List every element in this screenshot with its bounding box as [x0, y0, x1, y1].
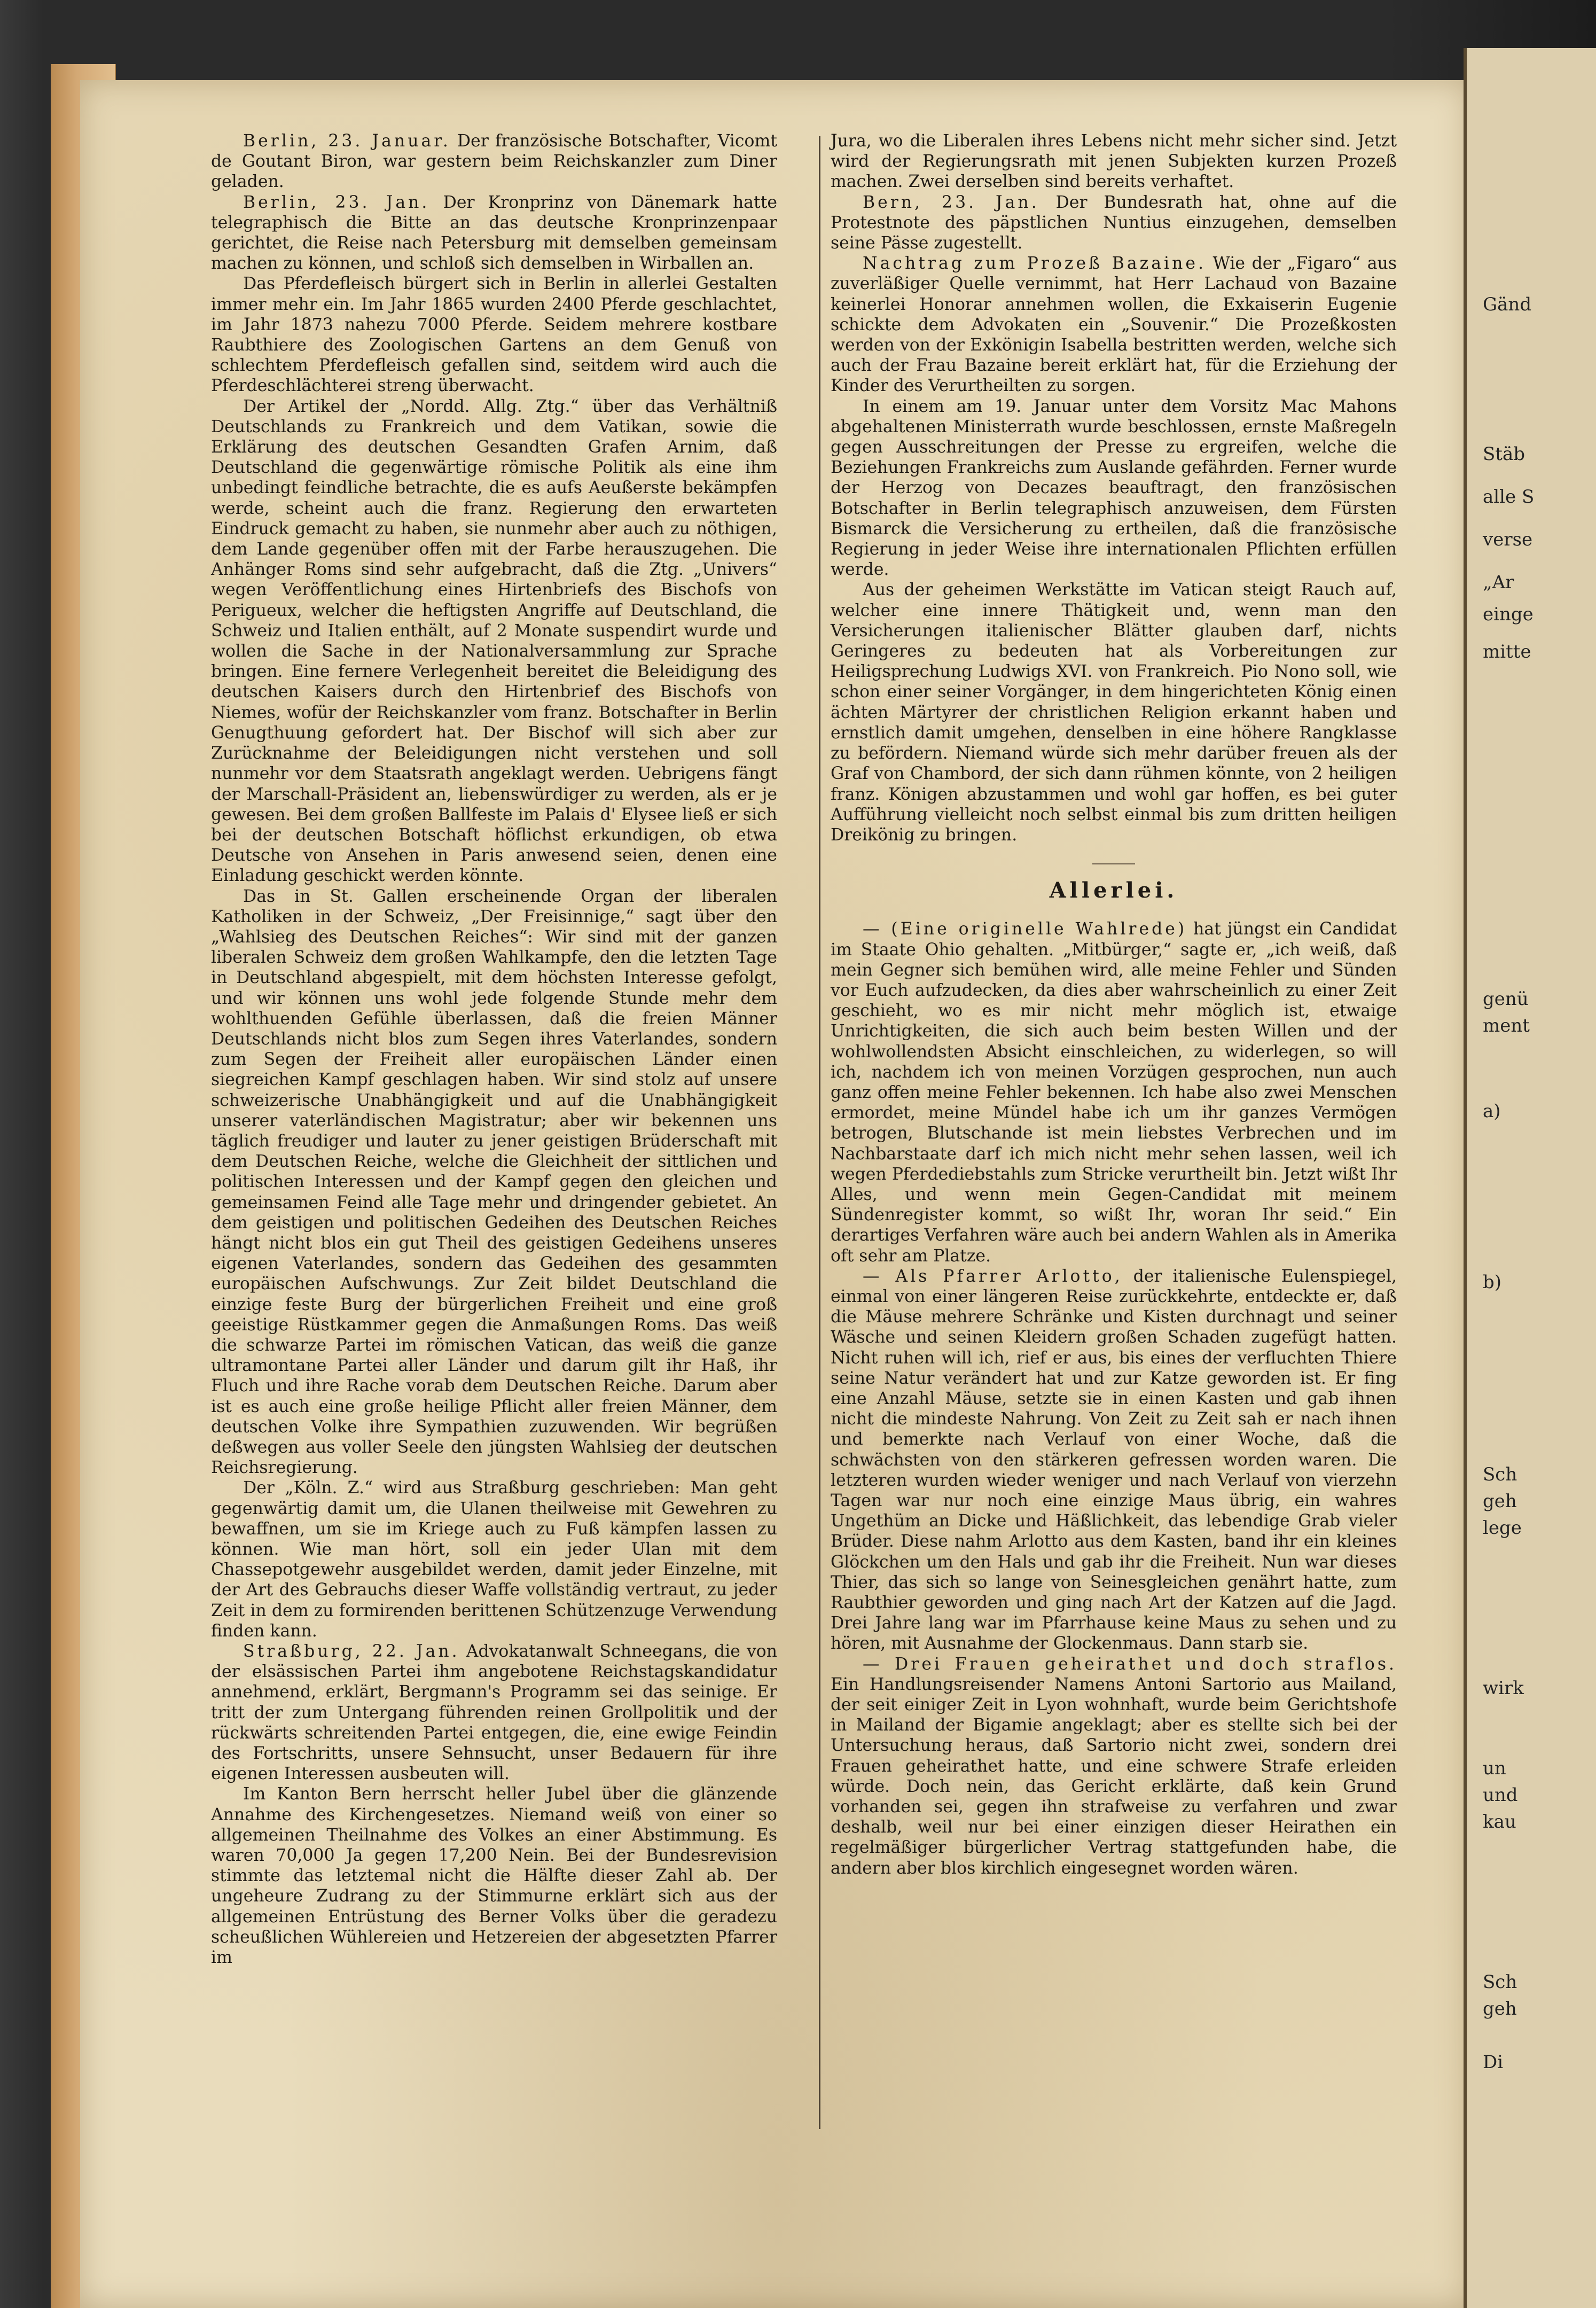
next-page-text-fragment: genü: [1483, 988, 1529, 1010]
article-text: Wie der „Figaro“ aus zuverläßiger Quelle vernimmt, hat Herr Lachaud von Bazaine keinerlei Honorar annehmen wollen, die Exkaiserin Eugenie schickte dem Advokaten ein „Souvenir.“ Die Prozeßkosten werden von der Exkönigin Isabella bestritten werden, welche sich auch der Frau Bazaine bereit erklärt hat, für die Erziehung der Kinder des Verurtheilten zu sorgen.: [831, 254, 1397, 396]
article-dateline: Berlin, 23. Januar.: [243, 131, 451, 151]
next-page-text-fragment: und: [1483, 1784, 1518, 1806]
article-paragraph: [211, 886, 777, 1478]
next-page-text-fragment: alle S: [1483, 486, 1535, 508]
article-text: Jura, wo die Liberalen ihres Lebens nicht mehr sicher sind. Jetzt wird der Regierungsrath mit jenen Subjekten kurzen Prozeß machen. Zwei derselben sind bereits verhaftet.: [831, 131, 1397, 192]
next-page-text-fragment: geh: [1483, 1998, 1517, 2019]
next-page-text-fragment: Di: [1483, 2052, 1504, 2073]
next-page-text-fragment: geh: [1483, 1491, 1517, 1512]
article-dateline: Straßburg, 22. Jan.: [243, 1642, 460, 1662]
article-text: Der französische Botschafter, Vicomt de Goutant Biron, war gestern beim Reichskanzler zum Diner geladen.: [211, 131, 777, 192]
article-text: Der „Köln. Z.“ wird aus Straßburg geschrieben: Man geht gegenwärtig damit um, die Ulanen theilweise mit Gewehren zu bewaffnen, um sie im Kriege auch zu Fuß kämpfen lassen zu können. Wie man hört, soll ein jeder Ulan mit dem Chassepotgewehr ausgebildet werden, damit jeder Einzelne, mit der Art des Gebrauchs dieser Waffe vollständig vertraut, zu jeder Zeit in dem zu formirenden berittenen Schützenzuge Verwendung finden kann.: [211, 1478, 777, 1641]
article-paragraph: [831, 396, 1397, 580]
article-paragraph: [831, 253, 1397, 396]
article-paragraph: [211, 396, 777, 886]
article-text: Der Artikel der „Nordd. Allg. Ztg.“ über das Verhältniß Deutschlands zu Frankreich und dem Vatikan, sowie die Erklärung des deutschen Gesandten Grafen Arnim, daß Deutschland die gegenwärtige römische Politik als eine ihm unbedingt feindliche betrachte, die es aufs Aeußerste bekämpfen werde, scheint auch die franz. Regierung den erwarteten Eindruck gemacht zu haben, sie nunmehr aber auch zu nöthigen, dem Lande gegenüber offen mit der Farbe herauszugehen. Die Anhänger Roms sind sehr aufgebracht, daß die Ztg. „Univers“ wegen Veröffentlichung eines Hirtenbriefs des Bischofs von Perigueux, welcher die heftigsten Angriffe auf Deutschland, die Schweiz und Italien enthält, auf 2 Monate suspendirt wurde und wollen die Sache in der Nationalversammlung zur Sprache bringen. Eine fernere Verlegenheit bereitet die Beleidigung des deutschen Kaisers durch den Hirtenbrief des Bischofs von Niemes, wofür der Reichskanzler vom franz. Botschafter in Berlin Genugthuung gefordert hat. Der Bischof will sich aber zur Zurücknahme der Beleidigungen nicht verstehen und soll nunmehr vor dem Staatsrath angeklagt werden. Uebrigens fängt der Marschall-Präsident an, liebenswürdiger zu werden, als er je gewesen. Bei dem großen Ballfeste im Palais d' Elysee ließ er sich bei der deutschen Botschaft höflichst erkundigen, ob etwa Deutsche von Ansehen in Paris anwesend seien, denen eine Einladung geschickt werden könnte.: [211, 396, 777, 886]
next-page-text-fragment: kau: [1483, 1811, 1516, 1833]
article-dateline: Berlin, 23. Jan.: [243, 192, 430, 212]
article-dateline: — (Eine originelle Wahlrede): [863, 919, 1187, 939]
article-paragraph: [211, 192, 777, 274]
column-divider: [819, 136, 820, 2129]
article-text: In einem am 19. Januar unter dem Vorsitz Mac Mahons abgehaltenen Ministerrath wurde beschlossen, ernste Maßregeln gegen Ausschreitungen der Presse zu ergreifen, welche die Beziehungen Frankreichs zum Auslande gefährden. Ferner wurde der Herzog von Decazes beauftragt, den französischen Botschafter in Berlin telegraphisch anzuweisen, dem Fürsten Bismarck die Versicherung zu ertheilen, daß die französische Regierung in jeder Weise ihre internationalen Pflichten erfüllen werde.: [831, 396, 1397, 580]
article-paragraph: [211, 274, 777, 396]
article-paragraph: [831, 192, 1397, 254]
article-text: Advokatanwalt Schneegans, die von der elsässischen Partei ihm angebotene Reichstagskandidatur annehmend, erklärt, Bergmann's Programm sei das seinige. Er tritt der zum Untergang führenden reinen Grollpolitik und der rückwärts schreitenden Partei entgegen, die, eine ewige Feindin des Fortschritts, unsere Sehnsucht, unser Bedauern für ihre eigenen Interessen ausbeuten will.: [211, 1642, 777, 1784]
article-text: Aus der geheimen Werkstätte im Vatican steigt Rauch auf, welcher eine innere Thätigkeit und, wenn man den Versicherungen italienischer Blätter glauben darf, nichts Geringeres zu bedeuten hat als Vorbereitungen zur Heiligsprechung Ludwigs XVI. von Frankreich. Pio Nono soll, wie schon einer seiner Vorgänger, in dem hingerichteten König einen ächten Märtyrer der christlichen Religion erkannt haben und ernstlich damit umgehen, denselben in eine höhere Rangklasse zu befördern. Niemand würde sich mehr darüber freuen als der Graf von Chambord, der sich dann rühmen könnte, von 2 heiligen franz. Königen abzustammen und wohl gar hoffen, es bei guter Aufführung vielleicht noch selbst einmal bis zum dritten heiligen Dreikönig zu bringen.: [831, 580, 1397, 845]
article-text: hat jüngst ein Candidat im Staate Ohio gehalten. „Mitbürger,“ sagte er, „ich weiß, daß mein Gegner sich bemühen wird, alle meine Fehler und Sünden vor Euch aufzudecken, da dies aber wahrscheinlich zu einer Zeit geschieht, wo es mir nicht mehr möglich ist, etwaige Unrichtigkeiten, die sich auch beim besten Willen und der wohlwollendsten Absicht einschleichen, zu widerlegen, so will ich, nachdem ich von meinen Vorzügen gesprochen, nun auch ganz offen meine Fehler bekennen. Ich habe also zwei Menschen ermordet, meine Mündel habe ich um ihr ganzes Vermögen betrogen, Blutschande ist mein liebstes Verbrechen und im Nachbarstaate darf ich mich nicht mehr sehen lassen, weil ich wegen Pferdediebstahls zum Stricke verurtheilt bin. Jetzt wißt Ihr Alles, und wenn mein Gegen-Candidat mit meinem Sündenregister kommt, so wißt Ihr, woran Ihr seid.“ Ein derartiges Verfahren wäre auch bei andern Wahlen als in Amerika oft sehr am Platze.: [831, 919, 1397, 1266]
article-paragraph: [831, 919, 1397, 1266]
next-page-text-fragment: Sch: [1483, 1971, 1517, 1993]
next-page-text-fragment: mitte: [1483, 641, 1531, 662]
article-paragraph: [831, 580, 1397, 845]
article-paragraph: [211, 131, 777, 192]
article-text: Das Pferdefleisch bürgert sich in Berlin in allerlei Gestalten immer mehr ein. Im Jahr 1865 wurden 2400 Pferde geschlachtet, im Jahr 1873 nahezu 7000 Pferde. Seidem mehrere kostbare Raubthiere des Zoologischen Gartens an dem Genuß von schlechtem Pferdefleisch gefallen sind, seitdem wird auch die Pferdeschlächterei streng überwacht.: [211, 274, 777, 396]
article-paragraph: [211, 1478, 777, 1641]
next-page-text-fragment: Gänd: [1483, 294, 1532, 315]
article-text: Der Bundesrath hat, ohne auf die Protestnote des päpstlichen Nuntius einzugehen, demselben seine Pässe zugestellt.: [831, 192, 1397, 253]
next-page-text-fragment: a): [1483, 1101, 1501, 1122]
article-text: Der Kronprinz von Dänemark hatte telegraphisch die Bitte an das deutsche Kronprinzenpaar gerichtet, die Reise nach Petersburg mit demselben gemeinsam machen zu können, und schloß sich demselben in Wirballen an.: [211, 192, 777, 274]
article-dateline: — Als Pfarrer Arlotto,: [863, 1266, 1123, 1286]
article-text: Im Kanton Bern herrscht heller Jubel über die glänzende Annahme des Kirchengesetzes. Niemand weiß von einer so allgemeinen Theilnahme des Volkes an einer Abstimmung. Es waren 70,000 Ja gegen 17,200 Nein. Bei der Bundesrevision stimmte das letztemal nicht die Hälfte dieser Zahl ab. Der ungeheure Zudrang zu der Stimmurne erklärt sich aus der allgemeinen Entrüstung des Berner Volks über die geradezu scheußlichen Wühlereien und Hetzereien der abgesetzten Pfarrer im: [211, 1784, 777, 1968]
adjacent-page-edge: [1464, 48, 1596, 2308]
article-paragraph: [211, 1784, 777, 1968]
article-text: Ein Handlungsreisender Namens Antoni Sartorio aus Mailand, der seit einiger Zeit in Lyon wohnhaft, wurde beim Gerichtshofe in Mailand der Bigamie angeklagt; aber es stellte sich bei der Untersuchung heraus, daß Sartorio nicht zwei, sondern drei Frauen geheirathet hatte, und eine schwere Strafe erleiden würde. Doch nein, das Gericht erklärte, daß kein Grund vorhanden sei, gegen ihn strafweise zu verfahren und zwar deshalb, weil nur bei einer einzigen dieser Heirathen ein regelmäßiger bürgerlicher Vertrag stattgefunden habe, die andern aber blos kirchlich eingesegnet worden wären.: [831, 1674, 1397, 1878]
next-page-text-fragment: lege: [1483, 1517, 1522, 1539]
article-dateline: — Drei Frauen geheirathet und doch straflos.: [863, 1654, 1397, 1674]
next-page-text-fragment: einge: [1483, 604, 1534, 625]
article-dateline: Nachtrag zum Prozeß Bazaine.: [863, 254, 1207, 274]
next-page-text-fragment: wirk: [1483, 1678, 1524, 1699]
article-paragraph: [831, 131, 1397, 192]
next-page-text-fragment: un: [1483, 1758, 1506, 1779]
article-paragraph: [831, 1266, 1397, 1654]
next-page-text-fragment: „Ar: [1483, 572, 1514, 593]
article-text: der italienische Eulenspiegel, einmal von einer längeren Reise zurückkehrte, entdeckte er, daß die Mäuse mehrere Schränke und Kisten durchnagt und seiner Wäsche und seinen Kleidern großen Schaden zugefügt hatten. Nicht ruhen will ich, rief er aus, bis eines der verfluchten Thiere seine Natur verändert hat und zur Katze geworden ist. Er fing eine Anzahl Mäuse, setzte sie in einen Kasten und gab ihnen nicht die mindeste Nahrung. Von Zeit zu Zeit sah er nach ihnen und bemerkte nach Verlauf von einer Woche, daß die schwächsten von den stärkeren gefressen worden waren. Die letzteren wurden wieder weniger und nach Verlauf von vierzehn Tagen war nur noch eine einzige Maus übrig, ein wahres Ungethüm an Dicke und Häßlichkeit, das lebendige Grab vieler Brüder. Diese nahm Arlotto aus dem Kasten, band ihr ein kleines Glöckchen um den Hals und gab ihr die Freiheit. Nun war dieses Thier, das sich so lange von Seinesgleichen genährt hatte, zum Raubthier geworden und ging nach Art der Katzen auf die Jagd. Drei Jahre lang war im Pfarrhause keine Maus zu sehen und zu hören, mit Ausnahme der Glockenmaus. Dann starb sie.: [831, 1266, 1397, 1654]
next-page-text-fragment: verse: [1483, 529, 1533, 550]
article-dateline: Bern, 23. Jan.: [863, 192, 1039, 212]
article-paragraph: [211, 1641, 777, 1784]
left-column: [211, 131, 777, 1968]
next-page-text-fragment: ment: [1483, 1015, 1530, 1036]
right-column: [831, 131, 1397, 1878]
next-page-text-fragment: b): [1483, 1272, 1502, 1293]
next-page-text-fragment: Sch: [1483, 1464, 1517, 1485]
article-text: Das in St. Gallen erscheinende Organ der liberalen Katholiken in der Schweiz, „Der Freisinnige,“ sagt über den „Wahlsieg des Deutschen Reiches“: Wir sind mit der ganzen liberalen Schweiz dem großen Wahlkampfe, den die letzten Tage in Deutschland abgespielt, mit dem höchsten Interesse gefolgt, und wir können uns wohl jede folgende Stunde mehr dem wohlthuenden Gefühle überlassen, daß die freien Männer Deutschlands nicht blos zum Segen ihres Vaterlandes, sondern zum Segen der Freiheit aller europäischen Länder einen siegreichen Kampf geschlagen haben. Wir sind stolz auf unsere schweizerische Unabhängigkeit und auf die Unabhängigkeit unserer vaterländischen Magistratur; aber wir bekennen uns täglich freudiger und lauter zu jener geistigen Brüderschaft mit dem Deutschen Reiche, welche die Gleichheit der sittlichen und politischen Interessen und der Kampf gegen den gleichen und gemeinsamen Feind alle Tage mehr und dringender gebietet. An dem geistigen und politischen Gedeihen des Deutschen Reiches hängt nicht blos ein gut Theil des geistigen Gedeihens unseres eigenen Vaterlandes, sondern das Gedeihen des gesammten europäischen Aufschwungs. Zur Zeit bildet Deutschland die einzige feste Burg der bürgerlichen Freiheit und eine groß geeistige Rüstkammer gegen die Anmaßungen Roms. Das weiß die schwarze Partei im römischen Vatican, das weiß die ganze ultramontane Partei aller Länder und darum gilt ihr Haß, ihr Fluch und ihre Rache vorab dem Deutschen Reiche. Darum aber ist es auch eine große heilige Pflicht aller freien Männer, dem deutschen Volke ihre Sympathien zuzuwenden. Wir begrüßen deßwegen aus voller Seele den jüngsten Wahlsieg der deutschen Reichsregierung.: [211, 886, 777, 1478]
next-page-text-fragment: Stäb: [1483, 443, 1525, 465]
section-heading: Allerlei.: [1049, 878, 1178, 903]
section-divider: [1092, 863, 1135, 864]
article-paragraph: [831, 1654, 1397, 1878]
